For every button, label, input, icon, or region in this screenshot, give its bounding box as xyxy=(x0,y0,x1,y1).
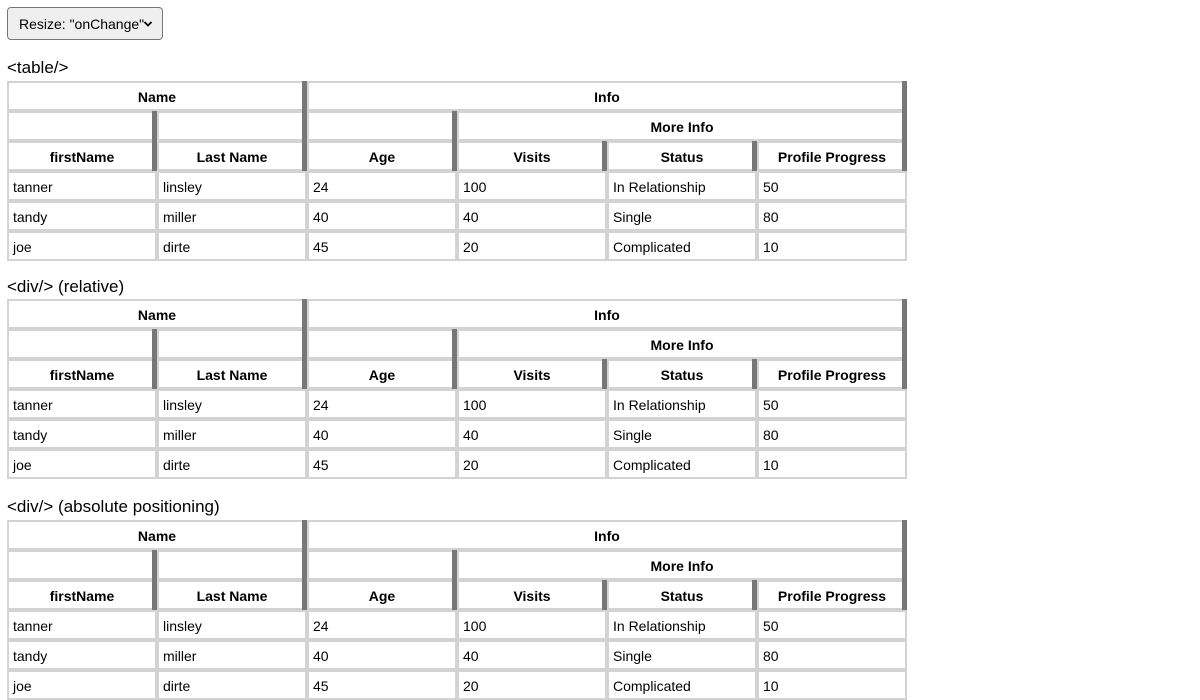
resizer-age[interactable] xyxy=(452,329,457,389)
table-cell-visits: 100 xyxy=(457,610,607,640)
header-placeholder xyxy=(157,111,307,141)
table-cell-last-name: dirte xyxy=(157,670,307,700)
table-cell-visits: 20 xyxy=(457,670,607,700)
table-cell-status: Single xyxy=(607,419,757,449)
column-header-visits: Visits xyxy=(457,580,607,610)
table-cell-profile-progress: 10 xyxy=(757,231,907,261)
resizer-age[interactable] xyxy=(452,550,457,610)
table-cell-age: 45 xyxy=(307,231,457,261)
column-header-age: Age xyxy=(307,359,457,389)
column-header-last-name: Last Name xyxy=(157,580,307,610)
table-cell-last-name: miller xyxy=(157,419,307,449)
table-cell-age: 24 xyxy=(307,171,457,201)
header-placeholder xyxy=(7,329,157,359)
header-group-more-info: More Info xyxy=(457,329,907,359)
resizer-info-group[interactable] xyxy=(902,299,907,389)
table-cell-status: Complicated xyxy=(607,449,757,479)
header-placeholder xyxy=(157,550,307,580)
section-title-div-absolute: <div/> (absolute positioning) xyxy=(7,497,220,516)
table-cell-firstname: tandy xyxy=(7,419,157,449)
table-cell-last-name: miller xyxy=(157,201,307,231)
table-cell-last-name: linsley xyxy=(157,610,307,640)
table-cell-profile-progress: 80 xyxy=(757,640,907,670)
column-header-profile-progress: Profile Progress xyxy=(757,580,907,610)
table-cell-profile-progress: 10 xyxy=(757,449,907,479)
resizer-firstname[interactable] xyxy=(152,329,157,389)
table-cell-age: 45 xyxy=(307,449,457,479)
table-cell-firstname: tandy xyxy=(7,640,157,670)
table-cell-profile-progress: 50 xyxy=(757,610,907,640)
table-cell-last-name: linsley xyxy=(157,171,307,201)
table-cell-last-name: miller xyxy=(157,640,307,670)
resizer-info-group[interactable] xyxy=(902,520,907,610)
resizer-firstname[interactable] xyxy=(152,111,157,171)
header-group-info: Info xyxy=(307,81,907,111)
column-header-firstname: firstName xyxy=(7,141,157,171)
table-cell-visits: 40 xyxy=(457,201,607,231)
header-placeholder xyxy=(307,111,457,141)
resizer-status[interactable] xyxy=(752,359,757,389)
column-header-profile-progress: Profile Progress xyxy=(757,359,907,389)
column-header-status: Status xyxy=(607,141,757,171)
header-group-more-info: More Info xyxy=(457,111,907,141)
table-cell-status: In Relationship xyxy=(607,389,757,419)
table-cell-age: 45 xyxy=(307,670,457,700)
table-cell-firstname: tanner xyxy=(7,389,157,419)
resizer-visits[interactable] xyxy=(602,580,607,610)
table-cell-visits: 20 xyxy=(457,231,607,261)
table-cell-firstname: tandy xyxy=(7,201,157,231)
table-cell-age: 24 xyxy=(307,389,457,419)
table-cell-firstname: joe xyxy=(7,449,157,479)
resizer-info-group[interactable] xyxy=(902,81,907,171)
column-header-profile-progress: Profile Progress xyxy=(757,141,907,171)
table-cell-firstname: tanner xyxy=(7,610,157,640)
resize-mode-select[interactable] xyxy=(7,7,163,40)
table-cell-firstname: joe xyxy=(7,231,157,261)
table-cell-status: Single xyxy=(607,201,757,231)
column-header-status: Status xyxy=(607,580,757,610)
column-header-last-name: Last Name xyxy=(157,141,307,171)
section-title-div-relative: <div/> (relative) xyxy=(7,277,125,296)
resizer-name-group[interactable] xyxy=(302,520,307,610)
table-cell-profile-progress: 10 xyxy=(757,670,907,700)
table-cell-visits: 20 xyxy=(457,449,607,479)
header-placeholder xyxy=(157,329,307,359)
table-cell-visits: 40 xyxy=(457,640,607,670)
resize-mode-select-value: Resize: "onChange" xyxy=(19,16,145,32)
column-header-visits: Visits xyxy=(457,141,607,171)
chevron-down-icon xyxy=(143,19,153,29)
resizer-firstname[interactable] xyxy=(152,550,157,610)
column-header-age: Age xyxy=(307,580,457,610)
resizer-age[interactable] xyxy=(452,111,457,171)
table-cell-age: 24 xyxy=(307,610,457,640)
column-header-firstname: firstName xyxy=(7,359,157,389)
table-cell-firstname: tanner xyxy=(7,171,157,201)
table-cell-age: 40 xyxy=(307,640,457,670)
column-header-firstname: firstName xyxy=(7,580,157,610)
table-cell-last-name: dirte xyxy=(157,449,307,479)
table-cell-last-name: dirte xyxy=(157,231,307,261)
table-cell-profile-progress: 80 xyxy=(757,201,907,231)
table-cell-profile-progress: 80 xyxy=(757,419,907,449)
header-placeholder xyxy=(7,550,157,580)
header-group-more-info: More Info xyxy=(457,550,907,580)
table-cell-last-name: linsley xyxy=(157,389,307,419)
table-cell-visits: 100 xyxy=(457,389,607,419)
resizer-visits[interactable] xyxy=(602,359,607,389)
header-group-name: Name xyxy=(7,299,307,329)
table-cell-age: 40 xyxy=(307,201,457,231)
table-cell-status: Complicated xyxy=(607,231,757,261)
column-header-last-name: Last Name xyxy=(157,359,307,389)
resizer-name-group[interactable] xyxy=(302,299,307,389)
column-header-status: Status xyxy=(607,359,757,389)
table-cell-visits: 100 xyxy=(457,171,607,201)
resizer-status[interactable] xyxy=(752,580,757,610)
table-cell-profile-progress: 50 xyxy=(757,389,907,419)
table-cell-age: 40 xyxy=(307,419,457,449)
column-header-age: Age xyxy=(307,141,457,171)
table-cell-status: Single xyxy=(607,640,757,670)
table-cell-profile-progress: 50 xyxy=(757,171,907,201)
resizer-visits[interactable] xyxy=(602,141,607,171)
header-group-name: Name xyxy=(7,81,307,111)
table-cell-firstname: joe xyxy=(7,670,157,700)
section-title-table: <table/> xyxy=(7,58,69,77)
table-cell-status: Complicated xyxy=(607,670,757,700)
header-group-name: Name xyxy=(7,520,307,550)
header-group-info: Info xyxy=(307,520,907,550)
header-placeholder xyxy=(307,550,457,580)
resizer-status[interactable] xyxy=(752,141,757,171)
table-cell-status: In Relationship xyxy=(607,610,757,640)
header-group-info: Info xyxy=(307,299,907,329)
table-cell-visits: 40 xyxy=(457,419,607,449)
table-cell-status: In Relationship xyxy=(607,171,757,201)
header-placeholder xyxy=(307,329,457,359)
header-placeholder xyxy=(7,111,157,141)
column-header-visits: Visits xyxy=(457,359,607,389)
resizer-name-group[interactable] xyxy=(302,81,307,171)
